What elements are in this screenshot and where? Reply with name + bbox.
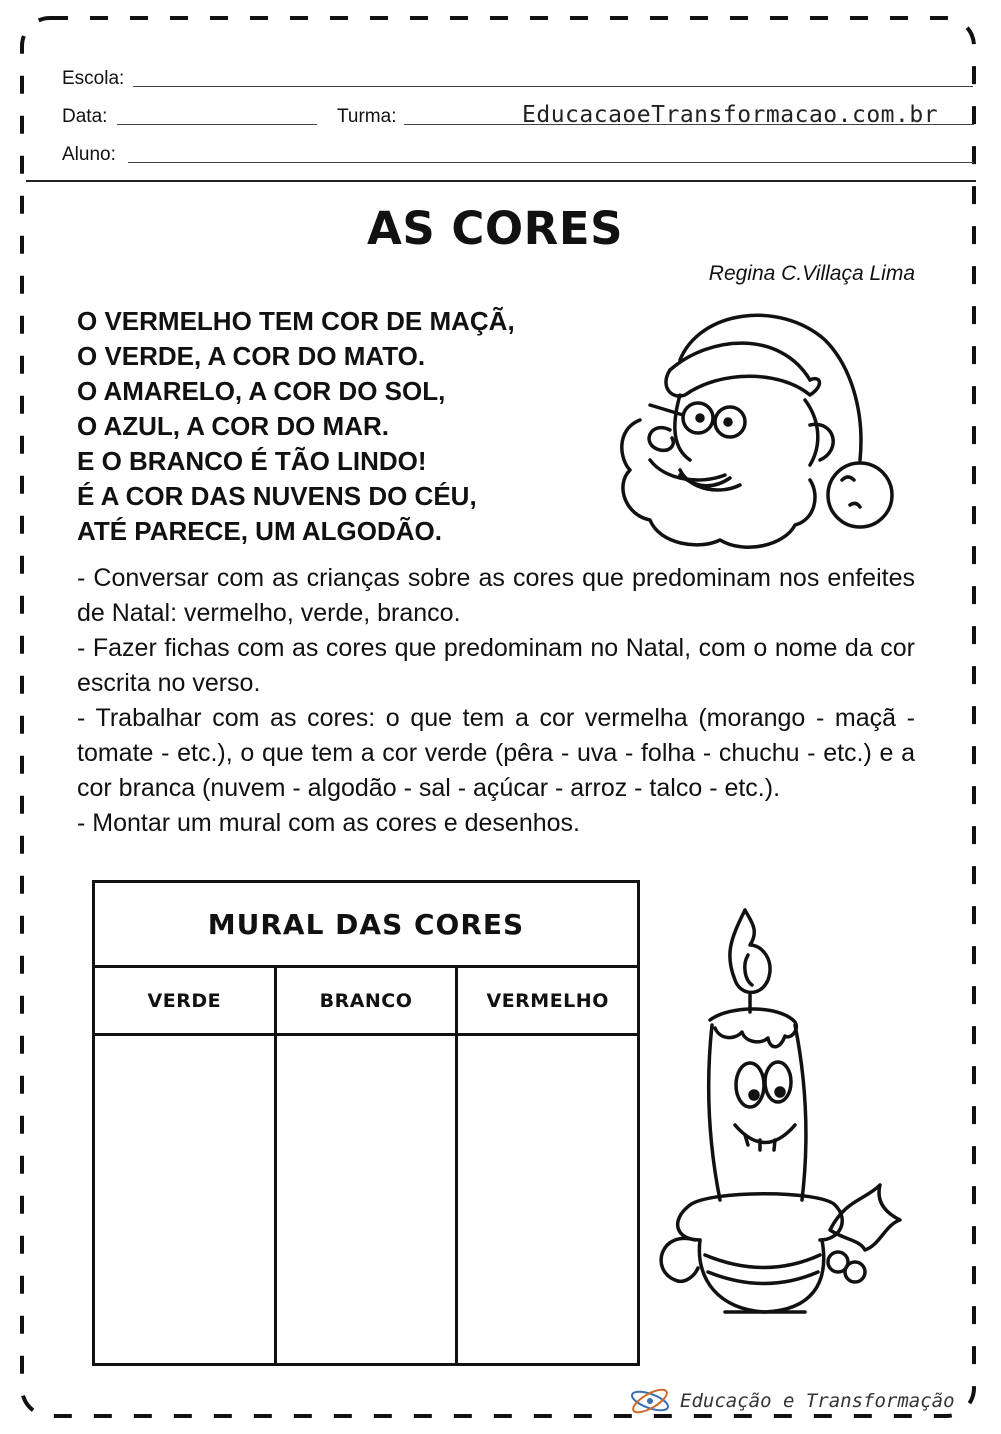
poem-line: O AMARELO, A COR DO SOL,: [77, 376, 446, 406]
instruction-item: - Conversar com as crianças sobre as cores que predominam nos enfeites de Natal: vermelho, verde, branco.: [77, 564, 915, 627]
header-divider: [26, 180, 976, 182]
mural-column-branco[interactable]: [277, 968, 459, 1363]
poem-line: E O BRANCO É TÃO LINDO!: [77, 446, 427, 476]
footer-brand-text: Educação e Transformação: [680, 1390, 955, 1412]
poem: [77, 304, 515, 549]
instruction-item: - Montar um mural com as cores e desenhos.: [77, 809, 580, 837]
poem-line: O VERDE, A COR DO MATO.: [77, 341, 426, 371]
atom-logo-icon: [628, 1384, 672, 1418]
poem-line: O VERMELHO TEM COR DE MAÇÃ,: [77, 306, 515, 336]
column-header: BRANCO: [277, 968, 456, 1036]
mural-table: [92, 880, 640, 1366]
santa-claus-icon: [610, 300, 910, 560]
aluno-label: Aluno:: [62, 144, 116, 165]
escola-label: Escola:: [62, 68, 125, 89]
author: Regina C.Villaça Lima: [708, 262, 915, 285]
poem-line: É A COR DAS NUVENS DO CÉU,: [77, 481, 477, 511]
instructions: [77, 561, 915, 841]
page-title: AS CORES: [367, 202, 623, 255]
turma-label: Turma:: [337, 106, 397, 127]
column-header: VERDE: [95, 968, 274, 1036]
data-label: Data:: [62, 106, 108, 127]
poem-line: O AZUL, A COR DO MAR.: [77, 411, 389, 441]
poem-line: ATÉ PARECE, UM ALGODÃO.: [77, 516, 442, 546]
mural-title: MURAL DAS CORES: [95, 883, 637, 968]
christmas-candle-icon: [650, 900, 910, 1340]
escola-line[interactable]: [133, 86, 973, 87]
column-header: VERMELHO: [458, 968, 637, 1036]
mural-column-verde[interactable]: [95, 968, 277, 1363]
instruction-item: - Fazer fichas com as cores que predominam no Natal, com o nome da cor escrita no verso.: [77, 634, 915, 697]
mural-columns: [95, 968, 637, 1363]
data-line[interactable]: [117, 124, 317, 125]
instruction-item: - Trabalhar com as cores: o que tem a cor vermelha (morango - maçã - tomate - etc.), o que tem a cor verde (pêra - uva - folha - chuchu - etc.) e a cor branca (nuvem - algodão - sal - açúcar - arroz - talco - etc.).: [77, 704, 915, 802]
mural-column-vermelho[interactable]: [458, 968, 637, 1363]
aluno-line[interactable]: [128, 162, 974, 163]
footer-brand: [628, 1384, 955, 1418]
site-watermark: EducacaoeTransformacao.com.br: [522, 102, 939, 128]
